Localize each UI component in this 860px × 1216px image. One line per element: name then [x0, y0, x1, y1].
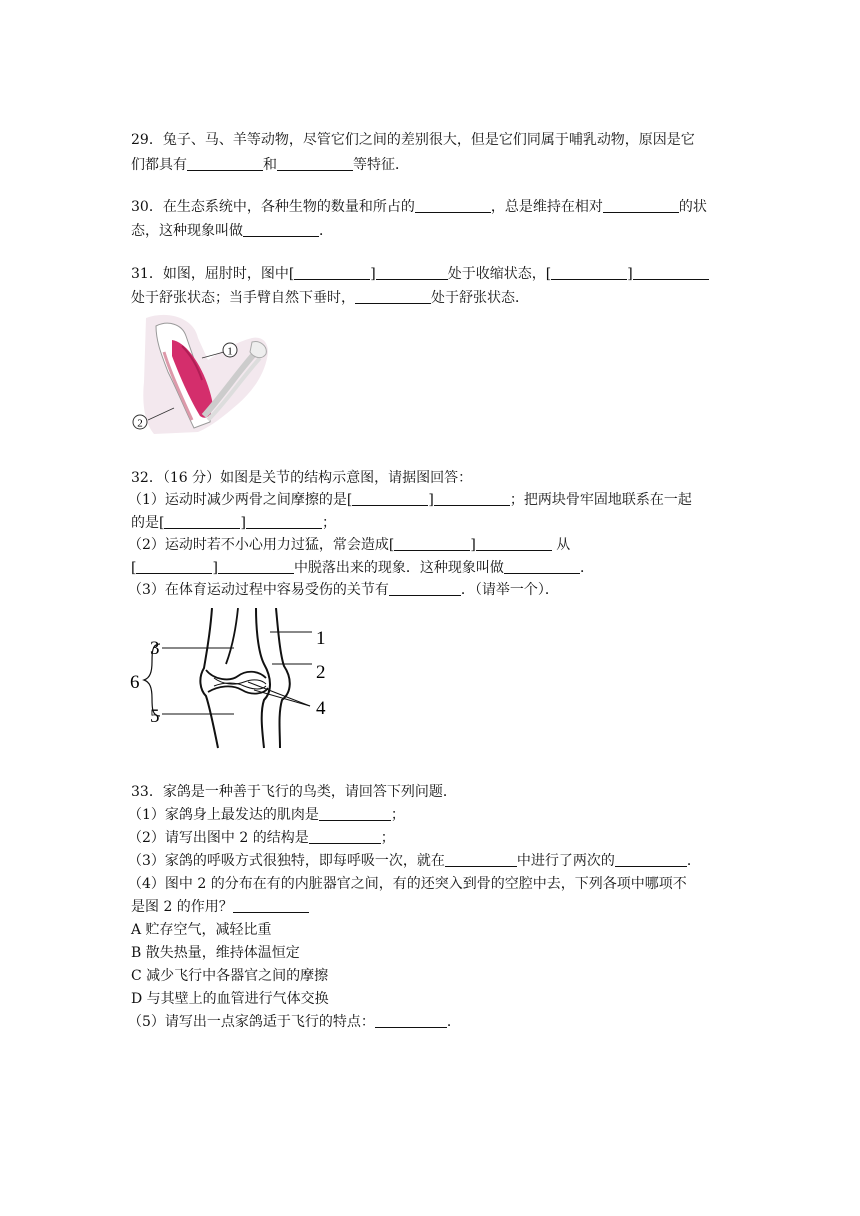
q33-part-3: （3）家鸽的呼吸方式很独特，即每呼吸一次，就在 中进行了两次的 ． [128, 853, 701, 869]
q33-part-4-cont: 是图 2 的作用？ [131, 898, 309, 916]
answer-blank[interactable] [136, 559, 212, 574]
figure-label: 1 [316, 628, 326, 649]
q32-part-3: （3）在体育运动过程中容易受伤的关节有 ．（请举一个）． [128, 582, 559, 598]
answer-blank[interactable] [434, 491, 510, 506]
joint-structure-figure [126, 608, 346, 750]
figure-label: 4 [316, 698, 326, 719]
answer-blank[interactable] [476, 536, 552, 551]
q32-part-2: （2）运动时若不小心用力过猛，常会造成[ ] 从 [128, 537, 571, 553]
answer-blank[interactable] [246, 514, 322, 529]
q32-part-1: （1）运动时减少两骨之间摩擦的是[ ] ；把两块骨牢固地联系在一起 [128, 492, 692, 508]
answer-blank[interactable] [233, 898, 309, 913]
figure-label: 2 [316, 662, 326, 683]
answer-blank[interactable] [319, 806, 391, 821]
q32-heading: 32．（16 分）如图是关节的结构示意图，请据图回答： [131, 470, 473, 486]
q31-line-2: 处于舒张状态；当手臂自然下垂时， 处于舒张状态． [131, 290, 529, 306]
answer-blank[interactable] [309, 829, 381, 844]
answer-blank[interactable] [376, 265, 448, 280]
answer-blank[interactable] [603, 198, 679, 213]
figure-label: 6 [130, 672, 140, 693]
figure-label: 3 [150, 638, 160, 659]
arm-muscle-figure [128, 312, 278, 438]
q29-line-1: 29．兔子、马、羊等动物，尽管它们之间的差别很大，但是它们同属于哺乳动物，原因是它 [131, 132, 695, 148]
q30-line-1: 30．在生态系统中，各种生物的数量和所占的 ，总是维持在相对 的状 [131, 199, 707, 215]
q33-part-2: （2）请写出图中 2 的结构是 ； [128, 830, 395, 846]
figure-label: 5 [150, 706, 160, 727]
q33-part-4: （4）图中 2 的分布在有的内脏器官之间，有的还突入到骨的空腔中去，下列各项中哪项不 [128, 876, 687, 892]
answer-blank[interactable] [164, 514, 240, 529]
q32-part-2-cont: [ ] 中脱落出来的现象．这种现象叫做 ． [131, 560, 594, 576]
q33-part-1: （1）家鸽身上最发达的肌肉是 ； [128, 807, 405, 823]
q29-line-2: 们都具有 和 等特征． [131, 157, 409, 173]
answer-blank[interactable] [243, 222, 319, 237]
q32-part-1-cont: 的是[ ] ； [131, 515, 336, 531]
answer-blank[interactable] [294, 265, 370, 280]
q31-line-1: 31．如图，屈肘时，图中[ ] 处于收缩状态，[ ] [131, 265, 709, 283]
figure-label: 2 [137, 417, 143, 430]
answer-blank[interactable] [415, 198, 491, 213]
answer-blank[interactable] [187, 156, 263, 171]
option-b: B 散失热量，维持体温恒定 [131, 945, 300, 961]
option-c: C 减少飞行中各器官之间的摩擦 [131, 968, 329, 984]
answer-blank[interactable] [504, 559, 580, 574]
answer-blank[interactable] [633, 265, 709, 280]
answer-blank[interactable] [375, 1013, 447, 1028]
answer-blank[interactable] [355, 289, 431, 304]
answer-blank[interactable] [277, 156, 353, 171]
answer-blank[interactable] [551, 265, 627, 280]
answer-blank[interactable] [389, 581, 461, 596]
option-d: D 与其壁上的血管进行气体交换 [131, 991, 329, 1007]
figure-label: 1 [227, 345, 233, 358]
q33-heading: 33．家鸽是一种善于飞行的鸟类，请回答下列问题． [131, 784, 457, 800]
answer-blank[interactable] [615, 852, 687, 867]
q33-part-5: （5）请写出一点家鸽适于飞行的特点： ． [128, 1014, 461, 1030]
option-a: A 贮存空气，减轻比重 [131, 922, 272, 938]
q30-line-2: 态，这种现象叫做 ． [131, 223, 333, 239]
answer-blank[interactable] [218, 559, 294, 574]
answer-blank[interactable] [394, 536, 470, 551]
answer-blank[interactable] [352, 491, 428, 506]
answer-blank[interactable] [445, 852, 517, 867]
